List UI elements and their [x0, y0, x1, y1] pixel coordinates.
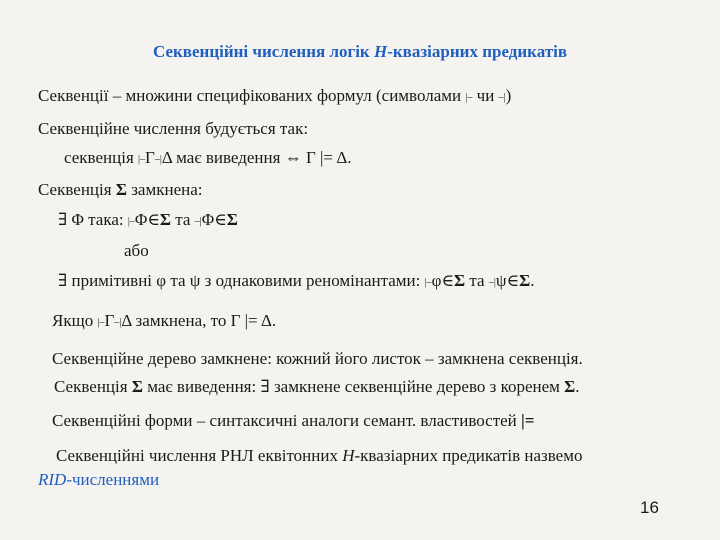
text: замкнена:: [126, 180, 203, 199]
line-sequent-derivation-tree: [54, 377, 580, 397]
turnstile-symbol: |–: [138, 154, 146, 165]
page-number: 16: [640, 498, 659, 517]
line-or: [124, 241, 149, 261]
turnstile-symbol: |–: [127, 216, 135, 227]
line-sequents-definition: [38, 86, 511, 106]
text: Δ замкнена, то Γ |= Δ.: [121, 311, 277, 330]
text: та: [465, 271, 489, 290]
line-if-closed: [52, 311, 276, 331]
text: Секвенційні числення РНЛ еквітонних: [56, 446, 343, 465]
text: .: [575, 377, 580, 396]
text: Секвенційне дерево замкнене: кожний його листок – замкнена секвенція.: [52, 349, 583, 368]
text: Δ має виведення ⇔ Γ |= Δ.: [161, 148, 352, 167]
models-symbol: |=: [521, 411, 535, 430]
text: або: [124, 241, 149, 260]
text: ψ∈: [495, 271, 520, 290]
title-suffix: -квазіарних предикатів: [387, 42, 568, 61]
text: .: [530, 271, 535, 290]
sigma-symbol: Σ: [115, 180, 127, 199]
line-calculus-built: [38, 119, 308, 139]
italic-h: H: [342, 446, 355, 465]
text: ): [505, 86, 512, 105]
slide-title: [0, 42, 720, 62]
text: та: [171, 210, 195, 229]
text: Якщо: [52, 311, 98, 330]
reverse-turnstile-symbol: –|: [114, 317, 122, 328]
line-rid-calculi: [38, 470, 159, 490]
rid-label: RID: [38, 470, 67, 489]
line-rnl-calculi: [56, 446, 583, 466]
turnstile-symbol: |–: [424, 277, 432, 288]
line-sequent-forms: [52, 411, 534, 431]
text: Секвенційне числення будується так:: [38, 119, 309, 138]
line-sequent-tree: [52, 349, 583, 369]
text: секвенція: [64, 148, 139, 167]
text: чи: [472, 86, 499, 105]
title-prefix: Секвенційні числення логік: [152, 42, 374, 61]
text: ∃ примітивні φ та ψ з однаковими реномінантами:: [58, 271, 425, 290]
line-sequent-closed: [38, 180, 202, 200]
turnstile-symbol: |–: [465, 92, 473, 103]
text: φ∈: [431, 271, 455, 290]
title-italic-h: H: [373, 42, 388, 61]
reverse-turnstile-symbol: –|: [194, 216, 202, 227]
reverse-turnstile-symbol: –|: [154, 154, 162, 165]
sigma-symbol: Σ: [131, 377, 143, 396]
text: ∃ Φ така:: [58, 210, 128, 229]
gamma-symbol: Γ: [104, 311, 115, 330]
sigma-symbol: Σ: [519, 271, 531, 290]
text: Секвенції – множини специфікованих формул (символами: [38, 86, 466, 105]
text: Секвенція: [38, 180, 116, 199]
text: Φ∈: [134, 210, 160, 229]
text: має виведення: ∃ замкнене секвенційне дерево з коренем: [142, 377, 565, 396]
sigma-symbol: Σ: [159, 210, 172, 229]
text: Секвенція: [54, 377, 132, 396]
sigma-symbol: Σ: [226, 210, 238, 229]
text: Φ∈: [201, 210, 227, 229]
text: Секвенційні форми – синтаксичні аналоги семант. властивостей: [52, 411, 522, 430]
sigma-symbol: Σ: [564, 377, 576, 396]
text: -численнями: [66, 470, 160, 489]
sigma-symbol: Σ: [454, 271, 466, 290]
text: -квазіарних предикатів назвемо: [354, 446, 583, 465]
gamma-symbol: Γ: [145, 148, 155, 167]
line-exists-primitive: [58, 271, 534, 291]
line-sequent-derivation: [64, 148, 352, 168]
line-exists-phi: [58, 210, 238, 230]
reverse-turnstile-symbol: –|: [488, 277, 496, 288]
turnstile-symbol: |–: [97, 317, 105, 328]
reverse-turnstile-symbol: –|: [498, 92, 506, 103]
